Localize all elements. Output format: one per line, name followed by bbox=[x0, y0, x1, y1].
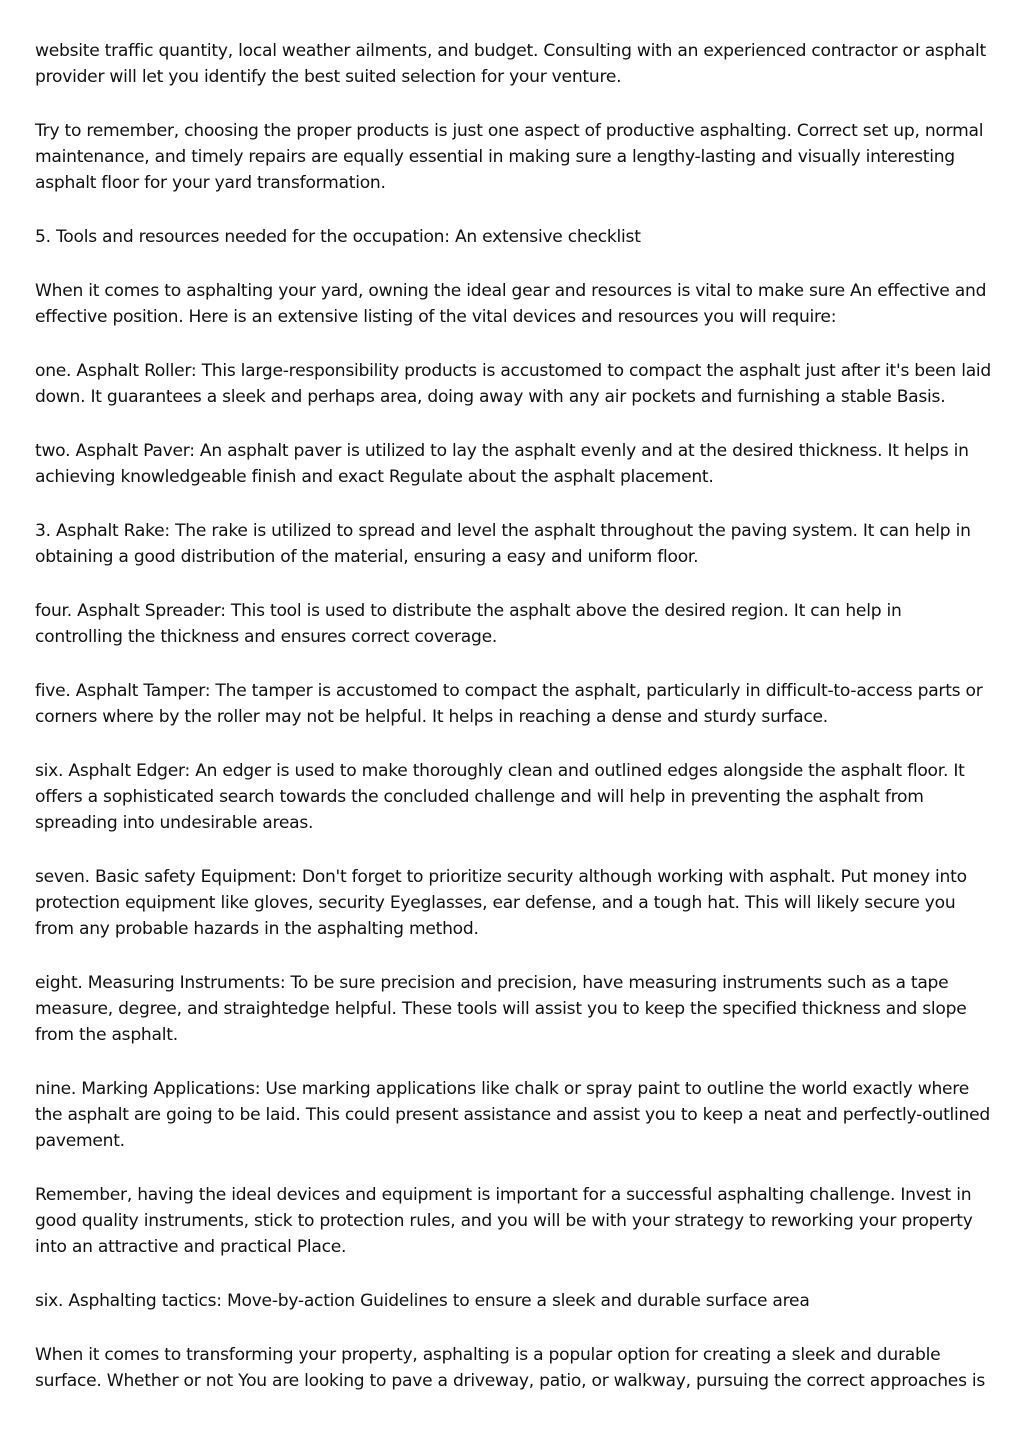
section-heading-tools: 5. Tools and resources needed for the occupation: An extensive checklist bbox=[35, 227, 641, 247]
paragraph-installation-note: Try to remember, choosing the proper products is just one aspect of productive asphalting. Correct set up, normal maintenance, and timely repairs are equally essential in making sure a lengthy-lasting and visually interesting asphalt floor for your yard transformation. bbox=[35, 121, 984, 193]
list-item-asphalt-tamper: five. Asphalt Tamper: The tamper is accustomed to compact the asphalt, particularly in difficult-to-access parts or corners where by the roller may not be helpful. It helps in reaching a dense and sturdy surface. bbox=[35, 681, 983, 727]
paragraph-tools-intro: When it comes to asphalting your yard, owning the ideal gear and resources is vital to make sure An effective and effective position. Here is an extensive listing of the vital devices and resources you will require: bbox=[35, 281, 987, 327]
list-item-asphalt-spreader: four. Asphalt Spreader: This tool is used to distribute the asphalt above the desired region. It can help in controlling the thickness and ensures correct coverage. bbox=[35, 601, 902, 647]
paragraph-tools-summary: Remember, having the ideal devices and equipment is important for a successful asphalting challenge. Invest in good quality instruments, stick to protection rules, and you will be with your strategy to reworking your property into an attractive and practical Place. bbox=[35, 1185, 973, 1257]
paragraph-techniques-intro: When it comes to transforming your property, asphalting is a popular option for creating a sleek and durable surface. Whether or not You are looking to pave a driveway, patio, or walkway, pursuing the correct approaches is bbox=[35, 1345, 986, 1391]
list-item-measuring-instruments: eight. Measuring Instruments: To be sure precision and precision, have measuring instruments such as a tape measure, degree, and straightedge helpful. These tools will assist you to keep the specified thickness and slope from the asphalt. bbox=[35, 973, 967, 1045]
list-item-safety-equipment: seven. Basic safety Equipment: Don't forget to prioritize security although working with asphalt. Put money into protection equipment like gloves, security Eyeglasses, ear defense, and a tough hat. This will likely secure you from any probable hazards in the asphalting method. bbox=[35, 867, 967, 939]
section-heading-techniques: six. Asphalting tactics: Move-by-action Guidelines to ensure a sleek and durable surface area bbox=[35, 1291, 810, 1311]
list-item-marking-applications: nine. Marking Applications: Use marking applications like chalk or spray paint to outline the world exactly where the asphalt are going to be laid. This could present assistance and assist you to keep a neat and perfectly-outlined pavement. bbox=[35, 1079, 991, 1151]
list-item-asphalt-rake: 3. Asphalt Rake: The rake is utilized to spread and level the asphalt throughout the paving system. It can help in obtaining a good distribution of the material, ensuring a easy and uniform floor. bbox=[35, 521, 971, 567]
list-item-asphalt-roller: one. Asphalt Roller: This large-responsibility products is accustomed to compact the asphalt just after it's been laid down. It guarantees a sleek and perhaps area, doing away with any air pockets and furnishing a stable Basis. bbox=[35, 361, 992, 407]
paragraph-selection-advice: website traffic quantity, local weather ailments, and budget. Consulting with an experienced contractor or asphalt provider will let you identify the best suited selection for your venture. bbox=[35, 41, 986, 87]
list-item-asphalt-paver: two. Asphalt Paver: An asphalt paver is utilized to lay the asphalt evenly and at the desired thickness. It helps in achieving knowledgeable finish and exact Regulate about the asphalt placement. bbox=[35, 441, 969, 487]
document-body bbox=[35, 38, 993, 1422]
list-item-asphalt-edger: six. Asphalt Edger: An edger is used to make thoroughly clean and outlined edges alongside the asphalt floor. It offers a sophisticated search towards the concluded challenge and will help in preventing the asphalt from spreading into undesirable areas. bbox=[35, 761, 965, 833]
